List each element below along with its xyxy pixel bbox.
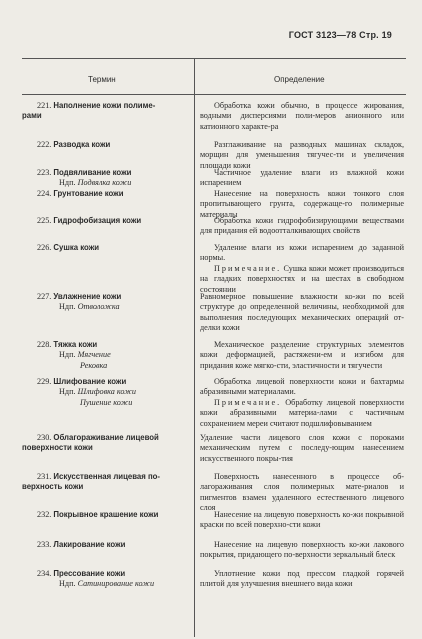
term-234 [22, 569, 190, 590]
term-230 [22, 433, 190, 454]
term-name: Гидрофобизация кожи [53, 216, 142, 225]
definition-225: Обработка кожи гидрофобизирующими веществами для придания ей водоотталкивающих свойств [200, 216, 404, 236]
term-name: Облагораживание лицевой [53, 433, 159, 442]
ndp-term: Подвялка кожи [77, 178, 132, 188]
column-header-definition: Определение [274, 75, 325, 84]
term-name: Шлифование кожи [53, 377, 127, 386]
term-number: 227. [37, 292, 52, 301]
column-header-term: Термин [88, 75, 116, 84]
definition-232: Нанесение на лицевую поверхность ко-жи покрывной краски по всей поверхно-сти кожи [200, 510, 404, 530]
definition-231: Поверхность нанесенного в процессе об-лагораживания слоя полимерных мате-риалов и пигментов взамен удаленного естественного лицевого слоя [200, 472, 404, 513]
term-name: Грунтование кожи [53, 189, 124, 198]
term-name: Подвяливание кожи [53, 168, 132, 177]
table-header-rule [22, 94, 406, 95]
term-name: Разводка кожи [53, 140, 111, 149]
term-228 [22, 340, 190, 371]
definition-text: Обработка лицевой поверхности кожи и бахтармы абразивными материалами. [200, 377, 404, 397]
definition-text: Удаление влаги из кожи испарением до заданной нормы. [200, 243, 404, 263]
term-number: 224. [37, 189, 52, 198]
ndp-term-2: Рековка [80, 360, 108, 370]
term-name: Тяжка кожи [53, 340, 98, 349]
term-221 [22, 101, 190, 122]
term-name: Прессование кожи [53, 569, 126, 578]
term-222 [22, 140, 190, 150]
definition-227: Равномерное повышение влажности ко-жи по всей структуре до определенной величины, необходимой для выполнения последующих механических операций от-делки кожи [200, 292, 404, 333]
ndp-label: Ндп. [59, 387, 76, 397]
note-text: Обработку лицевой поверхности кожи абразивными материа-лами с частичным сохранением мереи считают подшлифовыванием [200, 397, 404, 428]
term-number: 233. [37, 540, 52, 549]
ndp-term: Отволожка [77, 302, 120, 312]
term-233 [22, 540, 190, 550]
term-name: Наполнение кожи полиме- [53, 101, 156, 110]
definition-222: Разглаживание на разводных машинах складок, морщин для уменьшения тягучес-ти и увеличения площади кожи [200, 140, 404, 170]
ndp-label: Ндп. [59, 302, 76, 312]
definition-229 [200, 377, 404, 429]
ndp-term: Сатинирование кожи [77, 579, 155, 589]
term-number: 230. [37, 433, 52, 442]
term-number: 223. [37, 168, 52, 177]
term-number: 226. [37, 243, 52, 252]
term-number: 231. [37, 472, 52, 481]
note-text: Сушка кожи может производиться на гладких поверхностях и на шестах в свободном состоянии [200, 263, 405, 294]
term-226 [22, 243, 190, 253]
term-number: 229. [37, 377, 52, 386]
definition-223: Частичное удаление влаги из влажной кожи испарением [200, 168, 404, 188]
definition-233: Нанесение на лицевую поверхность ко-жи лакового покрытия, придающего по-верхности зеркальный блеск [200, 540, 404, 560]
ndp-term: Шлифовка кожи [77, 387, 137, 397]
term-number: 221. [37, 101, 52, 110]
definition-224: Нанесение на поверхность кожи тонкого слоя пропитывающего грунта, содержаще-го полимерные материалы [200, 189, 404, 219]
term-number: 222. [37, 140, 52, 149]
page-header: ГОСТ 3123—78 Стр. 19 [288, 30, 392, 40]
definition-221: Обработка кожи обычно, в процессе жирования, водными дисперсиями поли-меров анионного или катионного характе-ра [200, 101, 404, 131]
definition-228: Механическое разделение структурных элементов кожи деформацией, растяжени-ем и изгибом для придания коже мягко-сти, эластичности и тягучести [200, 340, 404, 370]
term-name: Лакирование кожи [53, 540, 126, 549]
term-number: 232. [37, 510, 52, 519]
term-name: Искусственная лицевая по- [53, 472, 161, 481]
term-225 [22, 216, 190, 226]
column-divider [194, 58, 195, 637]
ndp-label: Ндп. [59, 178, 76, 188]
term-number: 225. [37, 216, 52, 225]
term-224 [22, 189, 190, 199]
ndp-term: Мягчение [77, 350, 111, 360]
ndp-label: Ндп. [59, 579, 76, 589]
term-name-cont: поверхности кожи [22, 443, 93, 453]
term-number: 234. [37, 569, 52, 578]
term-227 [22, 292, 190, 313]
ndp-term-2: Пушение кожи [80, 397, 133, 407]
definition-234: Уплотнение кожи под прессом гладкой горячей плитой для улучшения внешнего вида кожи [200, 569, 404, 589]
term-231 [22, 472, 190, 493]
term-232 [22, 510, 190, 520]
term-name: Покрывное крашение кожи [53, 510, 159, 519]
term-number: 228. [37, 340, 52, 349]
note-label: Примечание. [214, 263, 282, 273]
term-name: Увлажнение кожи [53, 292, 122, 301]
term-name: Сушка кожи [53, 243, 100, 252]
ndp-label: Ндп. [59, 350, 76, 360]
term-name-cont: рами [22, 111, 42, 121]
note-label: Примечание. [214, 397, 282, 407]
table-top-rule [22, 58, 406, 59]
term-name-cont: верхность кожи [22, 482, 84, 492]
term-229 [22, 377, 190, 408]
definition-226 [200, 243, 404, 295]
term-223 [22, 168, 190, 189]
definition-230: Удаление части лицевого слоя кожи с пороками механическим путем с последу-ющим нанесением искусственного покры-тия [200, 433, 404, 463]
